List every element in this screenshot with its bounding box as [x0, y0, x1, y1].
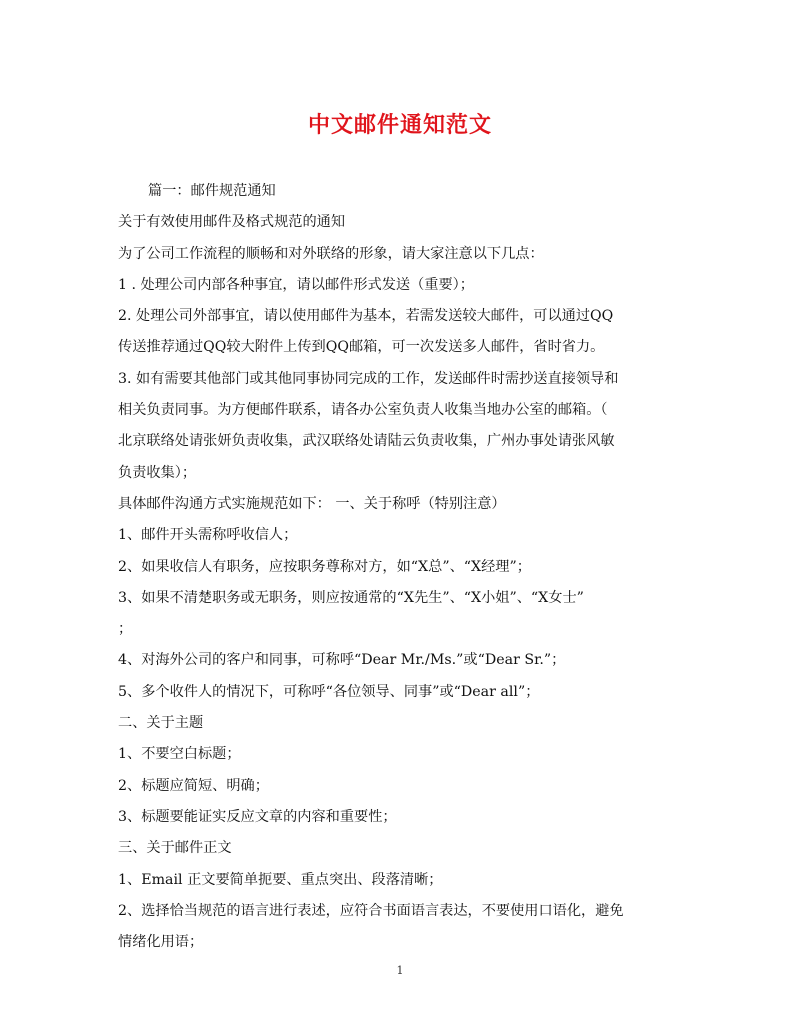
text-line: 3、标题要能证实反应文章的内容和重要性；: [118, 808, 397, 825]
text-line: 北京联络处请张妍负责收集，武汉联络处请陆云负责收集，广州办事处请张风敏: [118, 433, 615, 450]
text-line: 2、如果收信人有职务，应按职务尊称对方，如“X总”、“X经理”；: [118, 558, 531, 575]
text-line: 4、对海外公司的客户和同事，可称呼“Dear Mr./Ms.”或“Dear Sr.”；: [118, 652, 566, 669]
document-body: [118, 176, 684, 958]
text-line: 为了公司工作流程的顺畅和对外联络的形象，请大家注意以下几点：: [118, 245, 544, 262]
text-line: 1、Email 正文要简单扼要、重点突出、段落清晰；: [118, 871, 443, 888]
text-line: 1 . 处理公司内部各种事宜，请以邮件形式发送（重要）；: [118, 276, 474, 293]
text-line: 情绪化用语；: [118, 934, 204, 951]
text-line: 2、标题应简短、明确；: [118, 777, 269, 794]
text-line: 2、选择恰当规范的语言进行表述，应符合书面语言表达，不要使用口语化，避免: [118, 902, 624, 919]
document-title: 中文邮件通知范文: [307, 112, 492, 138]
text-line: 3、如果不清楚职务或无职务，则应按通常的“X先生”、“X小姐”、“X女士”: [118, 589, 584, 606]
page-number: 1: [396, 964, 404, 977]
text-line: 篇一：邮件规范通知: [148, 183, 276, 199]
text-line: 3. 如有需要其他部门或其他同事协同完成的工作，发送邮件时需抄送直接领导和: [118, 370, 619, 387]
text-line: 三、关于邮件正文: [118, 840, 232, 857]
text-line: 5、多个收件人的情况下，可称呼“各位领导、同事”或“Dear all”；: [118, 683, 540, 700]
text-line: 2. 处理公司外部事宜，请以使用邮件为基本，若需发送较大邮件，可以通过QQ: [118, 308, 614, 325]
text-line: 传送推荐通过QQ较大附件上传到QQ邮箱，可一次发送多人邮件，省时省力。: [118, 339, 605, 356]
text-line: 负责收集）；: [118, 464, 197, 481]
text-line: 关于有效使用邮件及格式规范的通知: [118, 214, 346, 231]
text-line: ；: [118, 621, 133, 638]
text-line: 二、关于主题: [118, 715, 204, 732]
text-line: 相关负责同事。为方便邮件联系，请各办公室负责人收集当地办公室的邮箱。（: [118, 402, 608, 419]
text-line: 1、不要空白标题；: [118, 746, 241, 763]
text-line: 具体邮件沟通方式实施规范如下： 一、关于称呼（特别注意）: [118, 495, 506, 512]
text-line: 1、邮件开头需称呼收信人；: [118, 527, 298, 544]
